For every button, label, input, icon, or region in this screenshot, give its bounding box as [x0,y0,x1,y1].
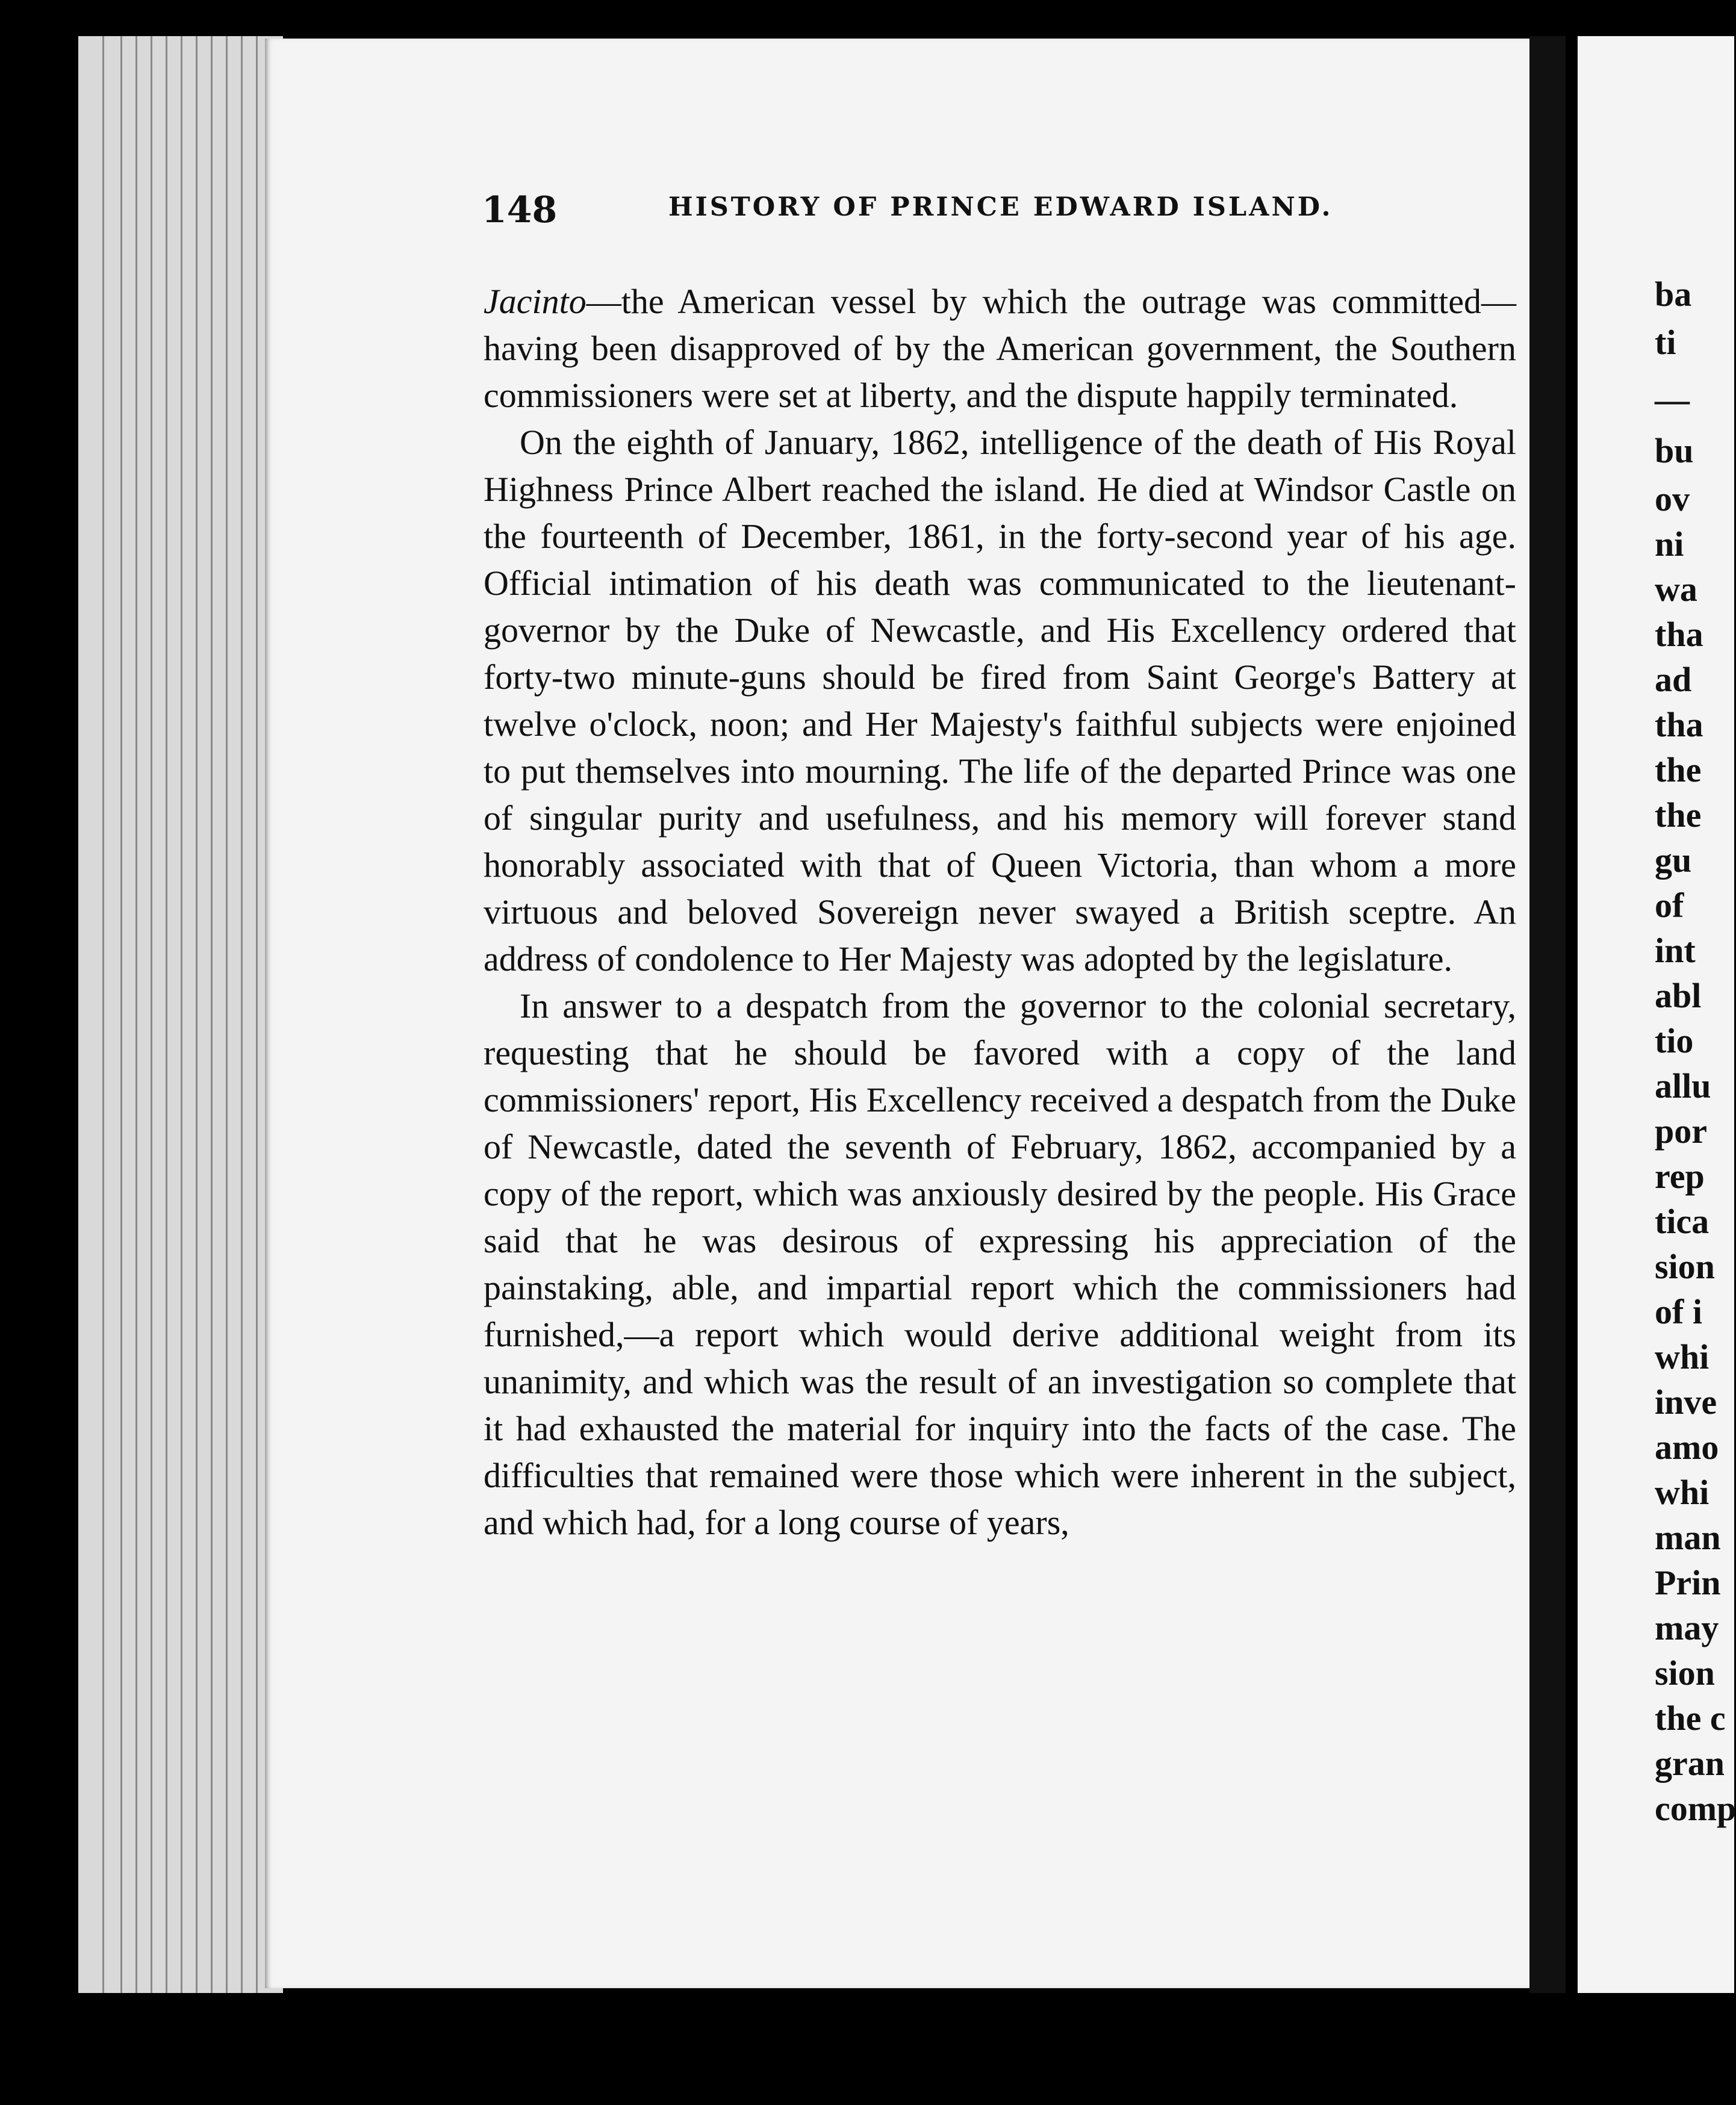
facing-page-line-fragment: ba [1655,275,1692,314]
paragraph [484,278,1516,419]
facing-page-line-fragment: tica [1655,1202,1710,1241]
italic-text: Jacinto [484,282,586,321]
paragraph [484,983,1516,1546]
facing-page-line-fragment: ad [1655,660,1692,699]
facing-page-line-fragment: ni [1655,524,1684,564]
facing-page-line-fragment: — [1655,380,1690,419]
facing-page-line-fragment: int [1655,931,1696,970]
facing-page-line-fragment: man [1655,1518,1721,1557]
facing-page-line-fragment: tha [1655,705,1703,744]
book-gutter [1529,36,1566,1993]
facing-page-line-fragment: bu [1655,431,1694,470]
paragraph [484,419,1516,983]
facing-page-line-fragment: inve [1655,1382,1717,1422]
facing-page-line-fragment: amo [1655,1428,1719,1467]
paragraph-text: —the American vessel by which the outrage was committed—having been disapproved of by the American government, the Southern commissioners were set at liberty, and the dispute happily terminated. [484,282,1516,415]
paragraph-text: In answer to a despatch from the governor to the colonial secretary, requesting that he should be favored with a copy of the land commissioners' report, His Excellency received a despatch from the Duke of Newcastle, dated the seventh of February, 1862, accompanied by a copy of the report, which was anxiously desired by the people. His Grace said that he was desirous of expressing his appreciation of the painstaking, able, and impartial report which the commissioners had furnished,—a report which would derive additional weight from its unanimity, and which was the result of an investigation so complete that it had exhausted the material for inquiry into the facts of the case. The difficulties that remained were those which were inherent in the subject, and which had, for a long course of years, [484,986,1516,1542]
facing-page-line-fragment: whi [1655,1337,1710,1376]
facing-page-line-fragment: of i [1655,1292,1702,1331]
facing-page-line-fragment: tha [1655,615,1703,654]
facing-page-line-fragment: tio [1655,1021,1694,1060]
facing-page-line-fragment: sion [1655,1653,1715,1693]
facing-page-line-fragment: comp [1655,1789,1736,1828]
facing-page-line-fragment: ov [1655,479,1690,518]
facing-page-line-fragment: abl [1655,976,1702,1015]
facing-page-line-fragment: wa [1655,570,1697,609]
facing-page [1578,36,1734,1993]
running-head: HISTORY OF PRINCE EDWARD ISLAND. [668,192,1333,222]
facing-page-line-fragment: ti [1655,323,1676,362]
facing-page-line-fragment: rep [1655,1157,1705,1196]
facing-page-line-fragment: gu [1655,841,1692,880]
facing-page-line-fragment: gran [1655,1744,1725,1783]
facing-page-line-fragment: of [1655,886,1684,925]
facing-page-line-fragment: may [1655,1608,1719,1647]
left-page [265,39,1557,1988]
facing-page-line-fragment: por [1655,1112,1707,1151]
book-page-edges [78,36,283,1993]
facing-page-line-fragment: the [1655,795,1702,835]
body-text [484,278,1516,1546]
paragraph-text: On the eighth of January, 1862, intelligence of the death of His Royal Highness Prince Albert reached the island. He died at Windsor Castle on the fourteenth of December, 1861, in the forty-second year of his age. Official intimation of his death was communicated to the lieutenant-governor by the Duke of Newcastle, and His Excellency ordered that forty-two minute-guns should be fired from Saint George's Battery at twelve o'clock, noon; and Her Majesty's faithful subjects were enjoined to put themselves into mourning. The life of the departed Prince was one of singular purity and usefulness, and his memory will forever stand honorably associated with that of Queen Victoria, than whom a more virtuous and beloved Sovereign never swayed a British sceptre. An address of condolence to Her Majesty was adopted by the legislature. [484,423,1516,978]
facing-page-line-fragment: Prin [1655,1563,1721,1602]
page-number: 148 [482,189,558,231]
facing-page-line-fragment: the [1655,750,1702,789]
facing-page-line-fragment: the c [1655,1699,1726,1738]
facing-page-line-fragment: allu [1655,1066,1711,1105]
facing-page-line-fragment: sion [1655,1247,1715,1286]
facing-page-line-fragment: whi [1655,1473,1710,1512]
